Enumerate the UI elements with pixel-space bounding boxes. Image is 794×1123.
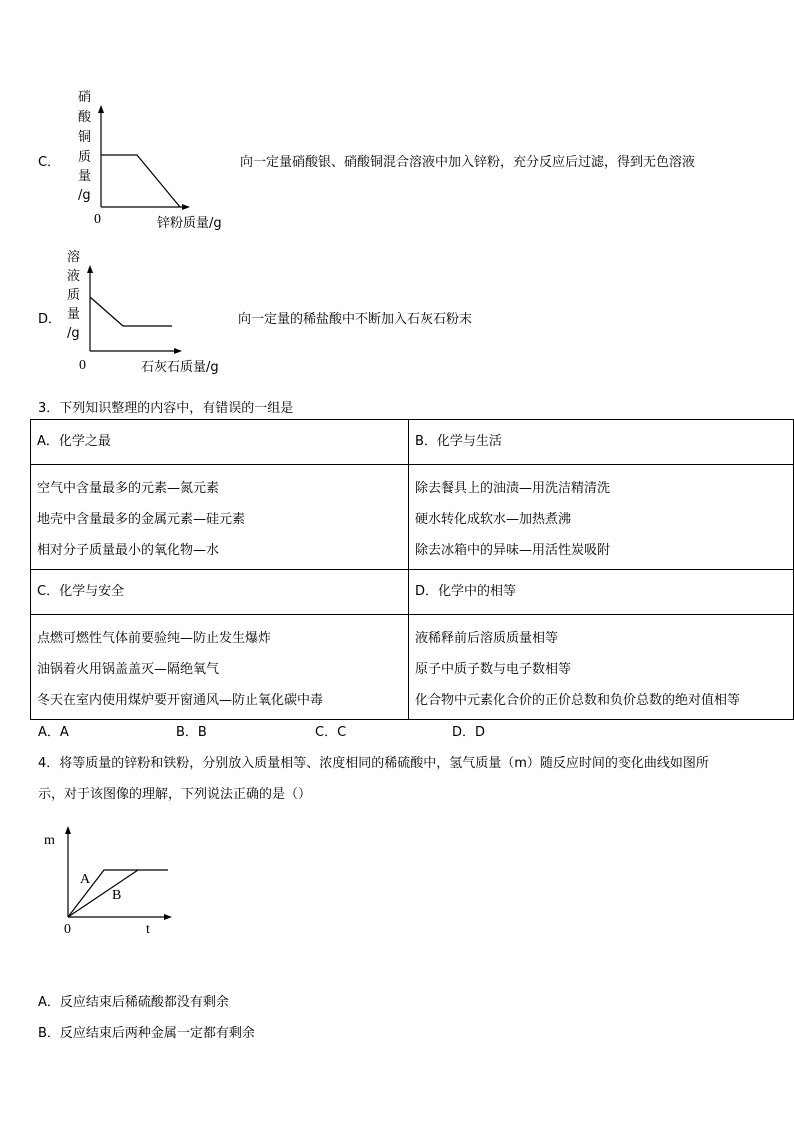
- graph-q4-xlabel: t: [146, 922, 150, 937]
- graph-q4-label-b: B: [112, 888, 122, 903]
- graph-c-xlabel: 锌粉质量/g: [157, 216, 222, 231]
- graph-d-description: 向一定量的稀盐酸中不断加入石灰石粉末: [238, 312, 473, 327]
- graph-q4-ylabel: m: [44, 833, 55, 848]
- cell-b-line-3: 除去冰箱中的异味—用活性炭吸附: [415, 543, 611, 558]
- option-c-letter: C．: [38, 155, 61, 170]
- cell-a-line-2: 地壳中含量最多的金属元素—硅元素: [37, 512, 246, 527]
- cell-b-line-2: 硬水转化成软水—加热煮沸: [415, 512, 572, 527]
- cell-a-title: A．化学之最: [31, 420, 409, 465]
- q3-option-a[interactable]: A．A: [38, 725, 69, 740]
- graph-c-ylabel-5: 量: [78, 169, 92, 184]
- cell-d-title: D．化学中的相等: [409, 570, 794, 615]
- cell-d-line-2: 原子中质子数与电子数相等: [415, 662, 572, 677]
- question-3-stem: 3．下列知识整理的内容中，有错误的一组是: [38, 401, 294, 416]
- cell-c-title: C．化学与安全: [31, 570, 409, 615]
- cell-a-line-1: 空气中含量最多的元素—氮元素: [37, 481, 220, 496]
- q3-option-b[interactable]: B．B: [176, 725, 207, 740]
- graph-q4-label-a: A: [80, 872, 91, 887]
- question-4-stem-line-2: 示，对于该图像的理解，下列说法正确的是（）: [38, 787, 312, 802]
- graph-c-ylabel-1: 硝: [78, 90, 92, 105]
- cell-b-title: B．化学与生活: [409, 420, 794, 465]
- graph-c-ylabel-6: /g: [78, 188, 91, 203]
- q4-option-b[interactable]: B．反应结束后两种金属一定都有剩余: [38, 1026, 255, 1041]
- option-d-letter: D．: [38, 312, 62, 327]
- q4-option-a[interactable]: A．反应结束后稀硫酸都没有剩余: [38, 995, 229, 1010]
- cell-d-line-1: 液稀释前后溶质质量相等: [415, 631, 559, 646]
- graph-d-ylabel-3: 质: [67, 288, 81, 303]
- graph-d-ylabel-4: 量: [67, 307, 81, 322]
- graph-d-origin: 0: [79, 358, 86, 373]
- graph-q4-origin: 0: [64, 922, 71, 937]
- cell-d-line-3: 化合物中元素化合价的正价总数和负价总数的绝对值相等: [415, 693, 741, 708]
- cell-a-line-3: 相对分子质量最小的氧化物—水: [37, 543, 220, 558]
- cell-c-line-1: 点燃可燃性气体前要验纯—防止发生爆炸: [37, 631, 272, 646]
- q3-option-d[interactable]: D．D: [452, 725, 486, 740]
- graph-d-ylabel-5: /g: [67, 326, 80, 341]
- graph-c-ylabel-2: 酸: [78, 110, 92, 125]
- graph-d-ylabel-2: 液: [67, 269, 81, 284]
- graph-c-ylabel-3: 铜: [78, 130, 92, 145]
- graph-q4-curve-b: [68, 870, 138, 917]
- q3-option-c[interactable]: C．C: [315, 725, 347, 740]
- cell-c-line-3: 冬天在室内使用煤炉要开窗通风—防止氧化碳中毒: [37, 693, 324, 708]
- question-4-stem-line-1: 4．将等质量的锌粉和铁粉，分别放入质量相等、浓度相同的稀硫酸中，氢气质量（m）随反应时间的变化曲线如图所: [38, 756, 709, 771]
- graph-q4-x-arrow: [164, 914, 172, 920]
- graph-c-origin: 0: [94, 212, 101, 227]
- cell-b-line-1: 除去餐具上的油渍—用洗洁精清洗: [415, 481, 611, 496]
- cell-c-line-2: 油锅着火用锅盖盖灭—隔绝氧气: [37, 662, 220, 677]
- graph-d-ylabel-1: 溶: [67, 250, 81, 265]
- graph-q4-y-arrow: [65, 826, 71, 834]
- graph-c-ylabel-4: 质: [78, 150, 92, 165]
- graph-c-description: 向一定量硝酸银、硝酸铜混合溶液中加入锌粉，充分反应后过滤，得到无色溶液: [240, 155, 696, 170]
- graph-d-xlabel: 石灰石质量/g: [141, 360, 219, 375]
